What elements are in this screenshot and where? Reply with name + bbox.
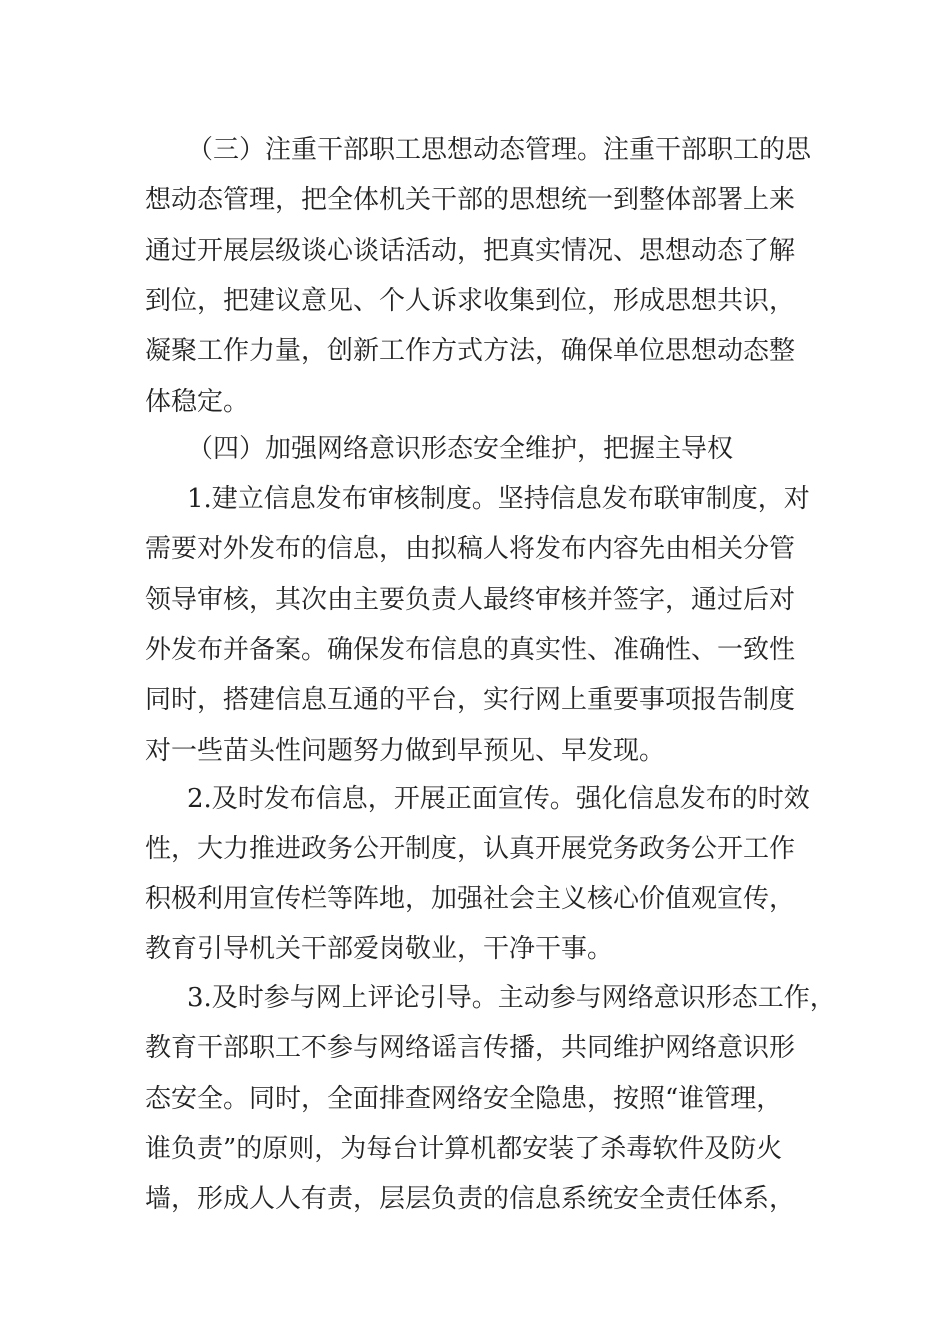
paragraph-1-line-6: 体稳定。 (145, 387, 250, 417)
item-3-line-1: 3.及时参与网上评论引导。主动参与网络意识形态工作， (187, 983, 836, 1013)
item-1-line-6: 对一些苗头性问题努力做到早预见、早发现。 (145, 736, 666, 766)
paragraph-1-line-3: 通过开展层级谈心谈话活动，把真实情况、思想动态了解 (145, 236, 796, 266)
item-2-line-4: 教育引导机关干部爱岗敬业，干净干事。 (145, 934, 614, 964)
item-1-line-3: 领导审核，其次由主要负责人最终审核并签字，通过后对 (145, 585, 796, 615)
paragraph-1-line-5: 凝聚工作力量，创新工作方式方法，确保单位思想动态整 (145, 336, 796, 366)
paragraph-1-line-2: 想动态管理，把全体机关干部的思想统一到整体部署上来 (145, 185, 796, 215)
paragraph-1-line-1: （三）注重干部职工思想动态管理。注重干部职工的思 (187, 135, 812, 165)
item-2-line-3: 积极利用宣传栏等阵地，加强社会主义核心价值观宣传， (145, 884, 796, 914)
item-2-line-2: 性，大力推进政务公开制度，认真开展党务政务公开工作 (145, 834, 796, 864)
item-2-line-1: 2.及时发布信息，开展正面宣传。强化信息发布的时效 (187, 784, 810, 814)
item-3-line-5: 墙，形成人人有责，层层负责的信息系统安全责任体系， (145, 1184, 796, 1214)
item-3-line-4: 谁负责”的原则，为每台计算机都安装了杀毒软件及防火 (145, 1134, 783, 1164)
item-3-line-2: 教育干部职工不参与网络谣言传播，共同维护网络意识形 (145, 1033, 796, 1063)
item-3-line-3: 态安全。同时，全面排查网络安全隐患，按照“谁管理， (145, 1084, 783, 1114)
section-heading-4: （四）加强网络意识形态安全维护，把握主导权 (187, 434, 734, 464)
item-1-line-1: 1.建立信息发布审核制度。坚持信息发布联审制度，对 (187, 484, 810, 514)
item-1-line-5: 同时，搭建信息互通的平台，实行网上重要事项报告制度 (145, 685, 796, 715)
item-1-line-2: 需要对外发布的信息，由拟稿人将发布内容先由相关分管 (145, 534, 796, 564)
item-1-line-4: 外发布并备案。确保发布信息的真实性、准确性、一致性 (145, 635, 796, 665)
paragraph-1-line-4: 到位，把建议意见、个人诉求收集到位，形成思想共识， (145, 286, 796, 316)
